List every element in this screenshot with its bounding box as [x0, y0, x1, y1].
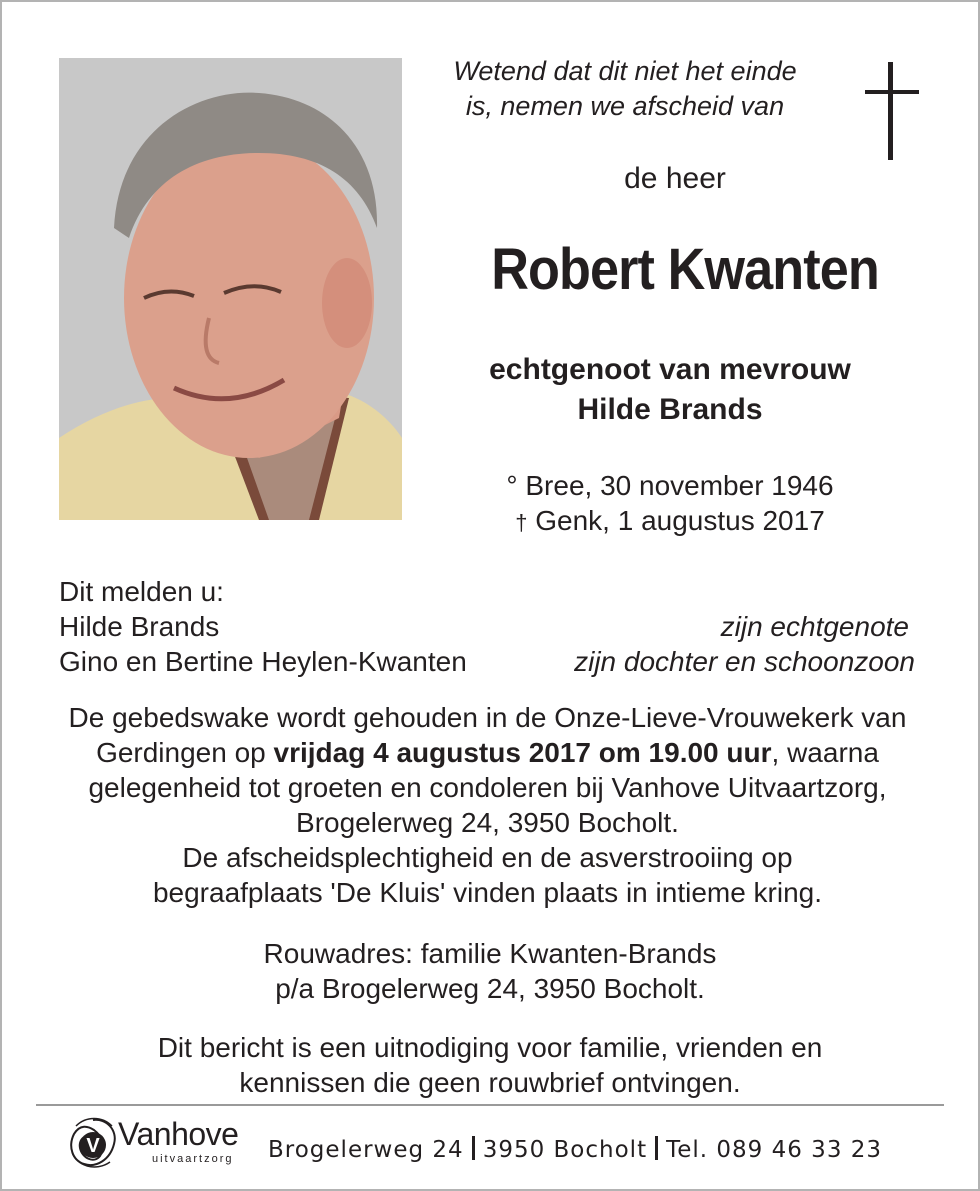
ceremony-datetime: vrijdag 4 augustus 2017 om 19.00 uur — [273, 737, 772, 768]
ceremony-part-1: De gebedswake wordt gehouden in de Onze-Lieve-Vrouwekerk van Gerdingen op — [68, 702, 907, 768]
spouse-line-1: echtgenoot van mevrouw — [489, 353, 851, 386]
invitation-note — [60, 1030, 920, 1100]
latin-cross-icon — [862, 62, 922, 165]
ceremony-text — [40, 700, 935, 910]
relative-row — [59, 644, 919, 679]
footer-divider — [36, 1104, 944, 1106]
ceremony-paragraph — [40, 700, 935, 840]
logo-mark: V — [86, 1135, 100, 1157]
intro-line-2: is, nemen we afscheid van — [465, 91, 785, 121]
ceremony-part-2: , waarna gelegenheid tot groeten en condoleren bij Vanhove Uitvaartzorg, Brogelerweg 24, 3950 Bocholt. — [88, 737, 887, 838]
relative-relation: zijn echtgenote — [720, 611, 909, 642]
address-line-2: p/a Brogelerweg 24, 3950 Bocholt. — [275, 973, 705, 1004]
note-line-2: kennissen die geen rouwbrief ontvingen. — [239, 1067, 741, 1098]
logo-subtitle: uitvaartzorg — [152, 1153, 234, 1165]
relative-name: Hilde Brands — [59, 611, 220, 642]
intro-line-1: Wetend dat dit niet het einde — [453, 56, 797, 86]
footer-street: Brogelerweg 24 — [268, 1137, 464, 1163]
announcement — [59, 574, 919, 679]
spouse-line-2: Hilde Brands — [577, 393, 763, 426]
announcement-heading: Dit melden u: — [59, 576, 224, 607]
spouse-info — [420, 350, 920, 430]
death-date: Genk, 1 augustus 2017 — [535, 505, 825, 536]
birth-date: Bree, 30 november 1946 — [525, 470, 834, 501]
address-line-1: Rouwadres: familie Kwanten-Brands — [263, 938, 717, 969]
footer-phone: Tel. 089 46 33 23 — [666, 1137, 883, 1163]
portrait-photo — [59, 58, 402, 520]
footer-contact — [268, 1136, 882, 1163]
death-row — [470, 503, 870, 540]
intro-text — [405, 54, 845, 124]
footer-separator — [655, 1136, 658, 1160]
deceased-name: Robert Kwanten — [491, 237, 879, 302]
vanhove-logo — [66, 1116, 251, 1172]
note-line-1: Dit bericht is een uitnodiging voor familie, vrienden en — [157, 1032, 823, 1063]
footer-city: 3950 Bocholt — [482, 1137, 648, 1163]
life-dates — [470, 468, 870, 540]
relative-name: Gino en Bertine Heylen-Kwanten — [59, 646, 467, 677]
relative-row — [59, 609, 919, 644]
logo-wordmark: Vanhove — [118, 1116, 239, 1152]
birth-row — [470, 468, 870, 503]
death-symbol: † — [515, 510, 528, 535]
birth-symbol: ° — [506, 470, 518, 501]
vanhove-logo-icon — [66, 1116, 120, 1172]
ceremony-part-3: De afscheidsplechtigheid en de asverstrooiing op begraafplaats 'De Kluis' vinden plaats in intieme kring. — [152, 842, 823, 908]
footer-separator — [472, 1136, 475, 1160]
relative-relation: zijn dochter en schoonzoon — [574, 646, 915, 677]
mourning-address — [130, 936, 850, 1006]
salutation: de heer — [624, 162, 726, 195]
